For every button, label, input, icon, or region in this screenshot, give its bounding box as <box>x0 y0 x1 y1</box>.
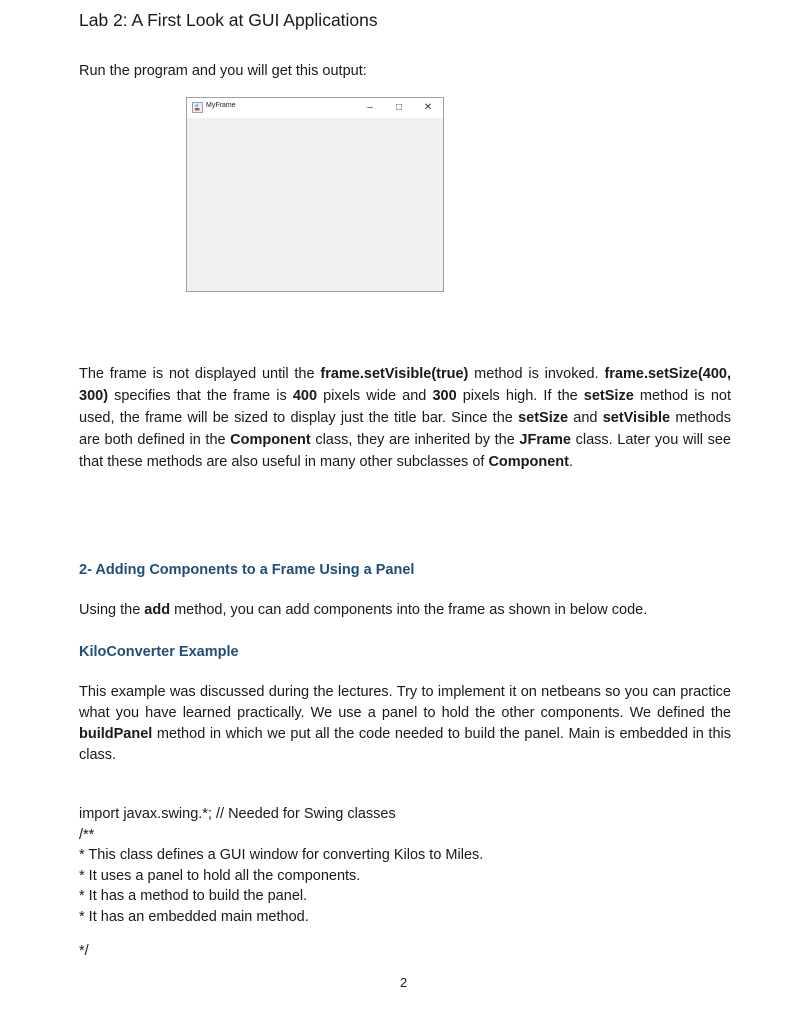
text-run: and <box>568 410 603 426</box>
code-term: setSize <box>518 410 569 426</box>
section-heading-kiloconverter: KiloConverter Example <box>79 644 239 660</box>
code-line: * It has an embedded main method. <box>79 908 309 925</box>
page-number: 2 <box>400 975 408 990</box>
window-title: MyFrame <box>206 102 236 109</box>
myframe-window-screenshot <box>186 97 444 292</box>
section-heading-adding-components: 2- Adding Components to a Frame Using a Panel <box>79 562 415 578</box>
code-term: Component <box>230 432 311 448</box>
code-line: */ <box>79 943 89 959</box>
text-run: methods are both defined in the <box>79 410 731 448</box>
minimize-button[interactable]: – <box>367 102 373 113</box>
text-run: Using the <box>79 602 145 618</box>
text-run: method is invoked. <box>468 366 605 382</box>
code-term: 300 <box>432 388 457 404</box>
document-title: Lab 2: A First Look at GUI Applications <box>79 10 378 30</box>
text-run: method in which we put all the code needed to build the panel. Main is embedded in this class. <box>79 726 731 763</box>
add-method-paragraph <box>79 602 647 618</box>
code-line: import javax.swing.*; // Needed for Swing classes <box>79 806 396 822</box>
text-run: . <box>569 454 574 470</box>
kiloconverter-paragraph <box>79 682 731 766</box>
code-term: add <box>144 602 171 618</box>
code-spacer <box>79 927 483 941</box>
code-term: frame.setVisible(true) <box>320 366 469 382</box>
text-run: class, they are inherited by the <box>310 432 520 448</box>
window-content-area <box>187 118 443 291</box>
text-run: pixels wide and <box>317 388 433 404</box>
text-run: pixels high. If the <box>456 388 584 404</box>
code-line: * It has a method to build the panel. <box>79 888 308 904</box>
java-cup-icon <box>192 102 203 113</box>
text-run: The frame is not displayed until the <box>79 366 321 382</box>
close-button[interactable]: ✕ <box>423 102 433 113</box>
maximize-button[interactable]: □ <box>395 102 403 113</box>
text-run: This example was discussed during the lectures. Try to implement it on netbeans so you can practice what you have learned practically. We use a panel to hold the other components. We defined the <box>79 684 731 721</box>
code-term: frame.setSize(400, 300) <box>79 366 731 404</box>
intro-text: Run the program and you will get this output: <box>79 63 367 79</box>
code-listing <box>79 804 483 962</box>
code-line: * This class defines a GUI window for converting Kilos to Miles. <box>79 847 484 863</box>
setvisible-paragraph <box>79 363 731 473</box>
code-term: JFrame <box>519 432 571 448</box>
code-term: setVisible <box>602 410 671 426</box>
text-run: class. Later you will see that these methods are also useful in many other subclasses of <box>79 432 731 470</box>
code-line: /** <box>79 826 95 843</box>
window-titlebar <box>187 98 443 118</box>
code-term: setSize <box>583 388 634 404</box>
code-term: buildPanel <box>79 726 153 742</box>
code-term: Component <box>488 454 569 470</box>
code-line: * It uses a panel to hold all the components. <box>79 867 361 884</box>
text-run: method, you can add components into the frame as shown in below code. <box>170 602 648 618</box>
text-run: specifies that the frame is <box>108 388 293 404</box>
code-term: 400 <box>292 388 318 404</box>
text-run: method is not used, the frame will be sized to display just the title bar. Since the <box>79 388 732 426</box>
